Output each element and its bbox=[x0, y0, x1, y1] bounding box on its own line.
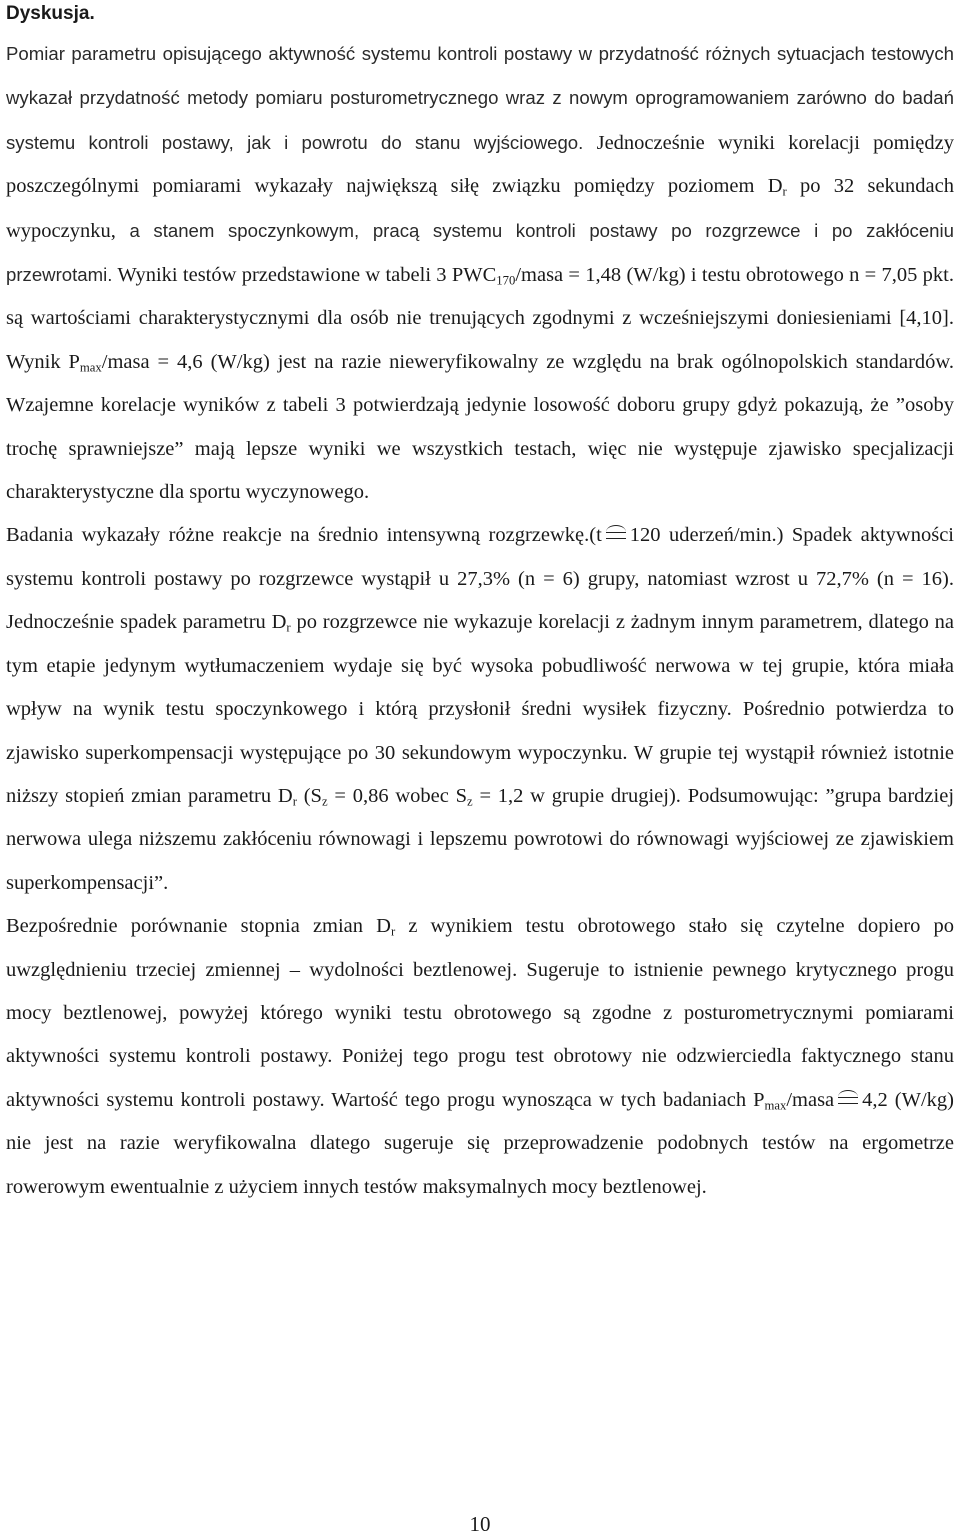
paragraph-3-part-b: z wynikiem testu obrotowego stało się czytelne dopiero po uwzględnieniu trzeciej zmiennej – wydolności beztlenowej. Sugeruje to istnienie pewnego krytycznego progu mocy beztlenowej, powyżej którego wyniki testu obrotowego są zgodne z posturometrycznymi pomiarami aktywności systemu kontroli postawy. Poniżej tego progu test obrotowy nie odzwierciedla faktycznego stanu aktywności systemu kontroli postawy. Wartość tego progu wynosząca w tych badaniach P bbox=[6, 915, 954, 1111]
paragraph-2-part-c: po rozgrzewce nie wykazuje korelacji z żadnym innym parametrem, dlatego na tym etapie jedynym wytłumaczeniem wydaje się być wysoka pobudliwość nerwowa w tej grupie, która miała wpływ na wynik testu spoczynkowego i którą przysłonił średni wysiłek fizyczny. Pośrednio potwierdza to zjawisko superkompensacji występujące po 30 sekundowym wypoczynku. W grupie tej wystąpił również istotnie niższy stopień zmian parametru D bbox=[6, 611, 954, 807]
subscript-max: max bbox=[764, 1098, 787, 1113]
paragraph-1-sentence-4b: /masa = 1,48 (W/kg) i testu obrotowego n = 7,05 pkt. są wartościami charakterystycznymi dla osób nie trenujących zgodnymi z wcześniejszymi doniesieniami [4,10]. Wynik P bbox=[6, 264, 954, 373]
paragraph-1-sentence-1: Pomiar parametru opisującego aktywność systemu kontroli postawy w przydatność różnych sytuacjach testowych wykazał przydatność metody pomiaru posturometrycznego wraz z nowym oprogramowaniem zarówno do badań systemu kontroli postawy, jak i powrotu do stanu wyjściowego. bbox=[6, 43, 954, 153]
paragraph-2-part-a: Badania wykazały różne reakcje na średnio intensywną rozgrzewkę.(t bbox=[6, 524, 602, 547]
paragraph-3-part-a: Bezpośrednie porównanie stopnia zmian D bbox=[6, 915, 391, 938]
page-number: 10 bbox=[469, 1512, 491, 1536]
paragraph-2-part-f: = 1,2 w grupie drugiej). Podsumowując: ”grupa bardziej nerwowa ulega niższemu zakłóceniu równowagi i lepszemu powrotowi do równowagi wyjściowej ze zjawiskiem superkompensacji”. bbox=[6, 784, 955, 894]
paragraph-3-part-d: 4,2 (W/kg) nie jest na razie weryfikowalna dlatego sugeruje się przeprowadzenie podobnych testów na ergometrze rowerowym ewentualnie z użyciem innych testów maksymalnych mocy beztlenowej. bbox=[6, 1088, 954, 1198]
paragraph-3-part-c: /masa bbox=[786, 1088, 835, 1111]
approximately-equal-icon bbox=[605, 527, 627, 541]
paragraph-1-sentence-4a: Wyniki testów przedstawione w tabeli 3 PWC bbox=[112, 264, 497, 287]
paragraph-1 bbox=[6, 32, 954, 514]
subscript-z: z bbox=[321, 794, 328, 809]
paragraph-2 bbox=[6, 514, 954, 905]
subscript-r: r bbox=[292, 794, 297, 809]
paragraph-2-part-d: (S bbox=[296, 784, 322, 807]
subscript-z: z bbox=[467, 794, 473, 809]
paragraph-1-sentence-2b: po 32 sekundach wypoczynku, bbox=[6, 175, 954, 242]
paragraph-2-part-e: = 0,86 wobec S bbox=[327, 784, 468, 807]
paragraph-3 bbox=[6, 905, 954, 1209]
document-page bbox=[6, 0, 954, 1209]
approximately-equal-icon bbox=[837, 1092, 859, 1106]
subscript-max: max bbox=[79, 360, 102, 375]
paragraph-1-sentence-2a: Jednocześnie wyniki korelacji pomiędzy poszczególnymi pomiarami wykazały największą siłę związku pomiędzy poziomem D bbox=[6, 131, 955, 198]
subscript-r: r bbox=[390, 924, 396, 939]
subscript-r: r bbox=[286, 620, 291, 635]
paragraph-1-sentence-3: a stanem spoczynkowym, pracą systemu kontroli postawy po rozgrzewce i po zakłóceniu przewrotami. bbox=[6, 219, 954, 286]
paragraph-1-sentence-4c: /masa = 4,6 (W/kg) jest na razie nieweryfikowalny ze względu na brak ogólnopolskich standardów. Wzajemne korelacje wyników z tabeli 3 potwierdzają jedynie losowość doboru grupy gdyż pokazują, że ”osoby trochę sprawniejsze” mają lepsze wyniki we wszystkich testach, więc nie występuje zjawisko specjalizacji charakterystyczne dla sportu wyczynowego. bbox=[6, 350, 954, 504]
subscript-r: r bbox=[782, 184, 787, 199]
section-heading: Dyskusja. bbox=[6, 3, 95, 24]
paragraph-2-part-b: 120 uderzeń/min.) Spadek aktywności systemu kontroli postawy po rozgrzewce wystąpił u 27,3% (n = 6) grupy, natomiast wzrost u 72,7% (n = 16). Jednocześnie spadek parametru D bbox=[6, 524, 954, 634]
subscript-170: 170 bbox=[496, 273, 516, 288]
